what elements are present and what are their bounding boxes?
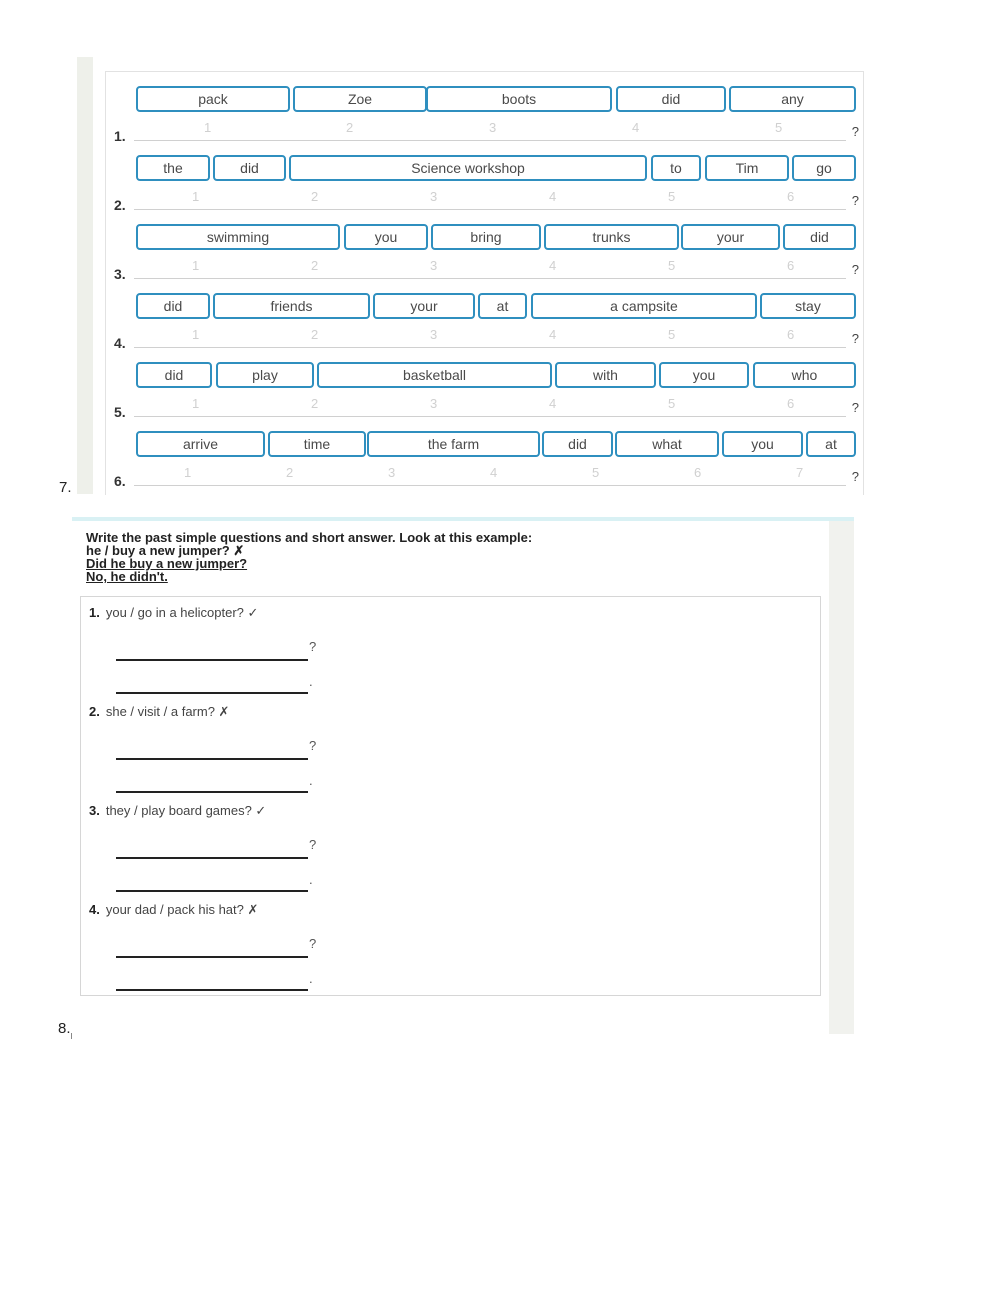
word-chip[interactable]: swimming: [136, 224, 340, 250]
sentence-row-4: [106, 279, 863, 351]
slot-number: 2: [311, 258, 319, 273]
slot-number: 2: [286, 465, 294, 480]
word-chip[interactable]: you: [344, 224, 428, 250]
word-bank: [136, 224, 856, 250]
slot-number: 5: [592, 465, 600, 480]
question-mark: ?: [851, 262, 859, 277]
word-order-panel: [105, 71, 864, 495]
full-stop: .: [309, 872, 313, 887]
example-question: Did he buy a new jumper?: [86, 556, 248, 571]
section-side-bar: [829, 521, 854, 1034]
word-chip[interactable]: did: [136, 293, 210, 319]
row-number: 6.: [114, 473, 126, 489]
slot-number: 3: [430, 396, 438, 411]
slot-number: 6: [787, 327, 795, 342]
slot-number: 4: [549, 396, 557, 411]
slot-number: 5: [668, 189, 676, 204]
exercise-8-label: 8.: [58, 1020, 71, 1037]
slot-number: 5: [775, 120, 783, 135]
slot-number: 1: [184, 465, 192, 480]
row-number: 1.: [114, 128, 126, 144]
row-number: 5.: [114, 404, 126, 420]
word-chip[interactable]: Tim: [705, 155, 789, 181]
answer-slots[interactable]: [134, 189, 846, 210]
word-bank: [136, 155, 856, 181]
word-chip[interactable]: to: [651, 155, 701, 181]
word-chip[interactable]: your: [373, 293, 475, 319]
answer-slots[interactable]: [134, 396, 846, 417]
question-prompt: they / play board games? ✓: [105, 803, 267, 818]
word-chip[interactable]: Science workshop: [289, 155, 647, 181]
word-chip[interactable]: the farm: [367, 431, 540, 457]
slot-number: 4: [632, 120, 640, 135]
answer-slots[interactable]: [134, 258, 846, 279]
word-bank: [136, 431, 856, 457]
row-number: 4.: [114, 335, 126, 351]
example-answer: No, he didn't.: [86, 569, 168, 584]
question-prompt-line: [89, 605, 258, 621]
question-prompt: your dad / pack his hat? ✗: [105, 902, 259, 917]
slot-number: 2: [311, 189, 319, 204]
word-chip[interactable]: at: [478, 293, 527, 319]
word-chip[interactable]: basketball: [317, 362, 552, 388]
instruction-text: Write the past simple questions and short answer. Look at this example:: [86, 530, 533, 545]
question-prompt-line: [89, 902, 258, 918]
row-number: 2.: [114, 197, 126, 213]
slot-number: 4: [549, 189, 557, 204]
short-answer-line[interactable]: [116, 791, 308, 793]
word-chip[interactable]: did: [213, 155, 286, 181]
question-answer-line[interactable]: [116, 659, 308, 661]
answer-slots[interactable]: [134, 327, 846, 348]
word-chip[interactable]: with: [555, 362, 656, 388]
question-answer-line[interactable]: [116, 857, 308, 859]
question-item-1: [89, 597, 789, 696]
cursor-mark: [71, 1033, 72, 1039]
sentence-row-6: [106, 417, 863, 489]
word-chip[interactable]: Zoe: [293, 86, 427, 112]
word-chip[interactable]: arrive: [136, 431, 265, 457]
word-bank: [136, 86, 856, 112]
question-mark: ?: [851, 331, 859, 346]
question-prompt-line: [89, 803, 266, 819]
slot-number: 5: [668, 258, 676, 273]
sentence-row-5: [106, 348, 863, 420]
short-answer-line[interactable]: [116, 692, 308, 694]
word-chip[interactable]: your: [681, 224, 780, 250]
slot-number: 3: [388, 465, 396, 480]
word-chip[interactable]: at: [806, 431, 856, 457]
instructions: [86, 531, 532, 583]
word-chip[interactable]: boots: [426, 86, 612, 112]
questions-box: [80, 596, 821, 996]
word-chip[interactable]: friends: [213, 293, 370, 319]
question-prompt: you / go in a helicopter? ✓: [105, 605, 259, 620]
slot-number: 1: [192, 327, 200, 342]
word-chip[interactable]: what: [615, 431, 719, 457]
word-chip[interactable]: any: [729, 86, 856, 112]
slot-number: 1: [192, 189, 200, 204]
sentence-row-1: [106, 72, 863, 144]
word-chip[interactable]: trunks: [544, 224, 679, 250]
word-chip[interactable]: did: [616, 86, 726, 112]
slot-number: 4: [549, 327, 557, 342]
word-chip[interactable]: pack: [136, 86, 290, 112]
question-mark: ?: [309, 837, 317, 852]
question-answer-line[interactable]: [116, 758, 308, 760]
question-mark: ?: [851, 400, 859, 415]
question-prompt-line: [89, 704, 229, 720]
word-chip[interactable]: did: [783, 224, 856, 250]
slot-number: 2: [346, 120, 354, 135]
question-answer-line[interactable]: [116, 956, 308, 958]
question-number: 3.: [89, 803, 100, 818]
row-number: 3.: [114, 266, 126, 282]
word-chip[interactable]: you: [659, 362, 749, 388]
slot-number: 1: [192, 258, 200, 273]
sentence-row-3: [106, 210, 863, 282]
slot-number: 6: [787, 396, 795, 411]
word-chip[interactable]: stay: [760, 293, 856, 319]
answer-slots[interactable]: [134, 120, 846, 141]
word-chip[interactable]: did: [542, 431, 613, 457]
slot-number: 5: [668, 327, 676, 342]
question-item-2: [89, 696, 789, 795]
slot-number: 3: [430, 327, 438, 342]
slot-number: 4: [490, 465, 498, 480]
question-prompt: she / visit / a farm? ✗: [105, 704, 230, 719]
slot-number: 6: [787, 258, 795, 273]
slot-number: 2: [311, 396, 319, 411]
word-bank: [136, 362, 856, 388]
question-number: 2.: [89, 704, 100, 719]
question-mark: ?: [851, 193, 859, 208]
question-mark: ?: [309, 936, 317, 951]
slot-number: 7: [796, 465, 804, 480]
slot-number: 3: [430, 258, 438, 273]
slot-number: 6: [694, 465, 702, 480]
word-chip[interactable]: the: [136, 155, 210, 181]
question-mark: ?: [309, 639, 317, 654]
exercise-7-label: 7.: [59, 479, 72, 496]
word-bank: [136, 293, 856, 319]
slot-number: 3: [430, 189, 438, 204]
short-answer-line[interactable]: [116, 890, 308, 892]
example-prompt: he / buy a new jumper? ✗: [86, 543, 245, 558]
word-chip[interactable]: bring: [431, 224, 541, 250]
sentence-row-2: [106, 141, 863, 213]
word-chip[interactable]: go: [792, 155, 856, 181]
full-stop: .: [309, 971, 313, 986]
slot-number: 1: [192, 396, 200, 411]
slot-number: 1: [204, 120, 212, 135]
word-chip[interactable]: a campsite: [531, 293, 757, 319]
word-chip[interactable]: who: [753, 362, 856, 388]
word-chip[interactable]: did: [136, 362, 212, 388]
full-stop: .: [309, 674, 313, 689]
left-margin-strip: [77, 57, 93, 494]
word-chip[interactable]: you: [722, 431, 803, 457]
question-item-3: [89, 795, 789, 894]
slot-number: 2: [311, 327, 319, 342]
word-chip[interactable]: play: [216, 362, 314, 388]
question-mark: ?: [851, 469, 859, 484]
slot-number: 4: [549, 258, 557, 273]
question-mark: ?: [309, 738, 317, 753]
question-item-4: [89, 894, 789, 993]
word-chip[interactable]: time: [268, 431, 366, 457]
section-top-bar: [72, 517, 854, 521]
question-number: 1.: [89, 605, 100, 620]
question-number: 4.: [89, 902, 100, 917]
slot-number: 3: [489, 120, 497, 135]
slot-number: 6: [787, 189, 795, 204]
slot-number: 5: [668, 396, 676, 411]
short-answer-line[interactable]: [116, 989, 308, 991]
answer-slots[interactable]: [134, 465, 846, 486]
full-stop: .: [309, 773, 313, 788]
question-mark: ?: [851, 124, 859, 139]
